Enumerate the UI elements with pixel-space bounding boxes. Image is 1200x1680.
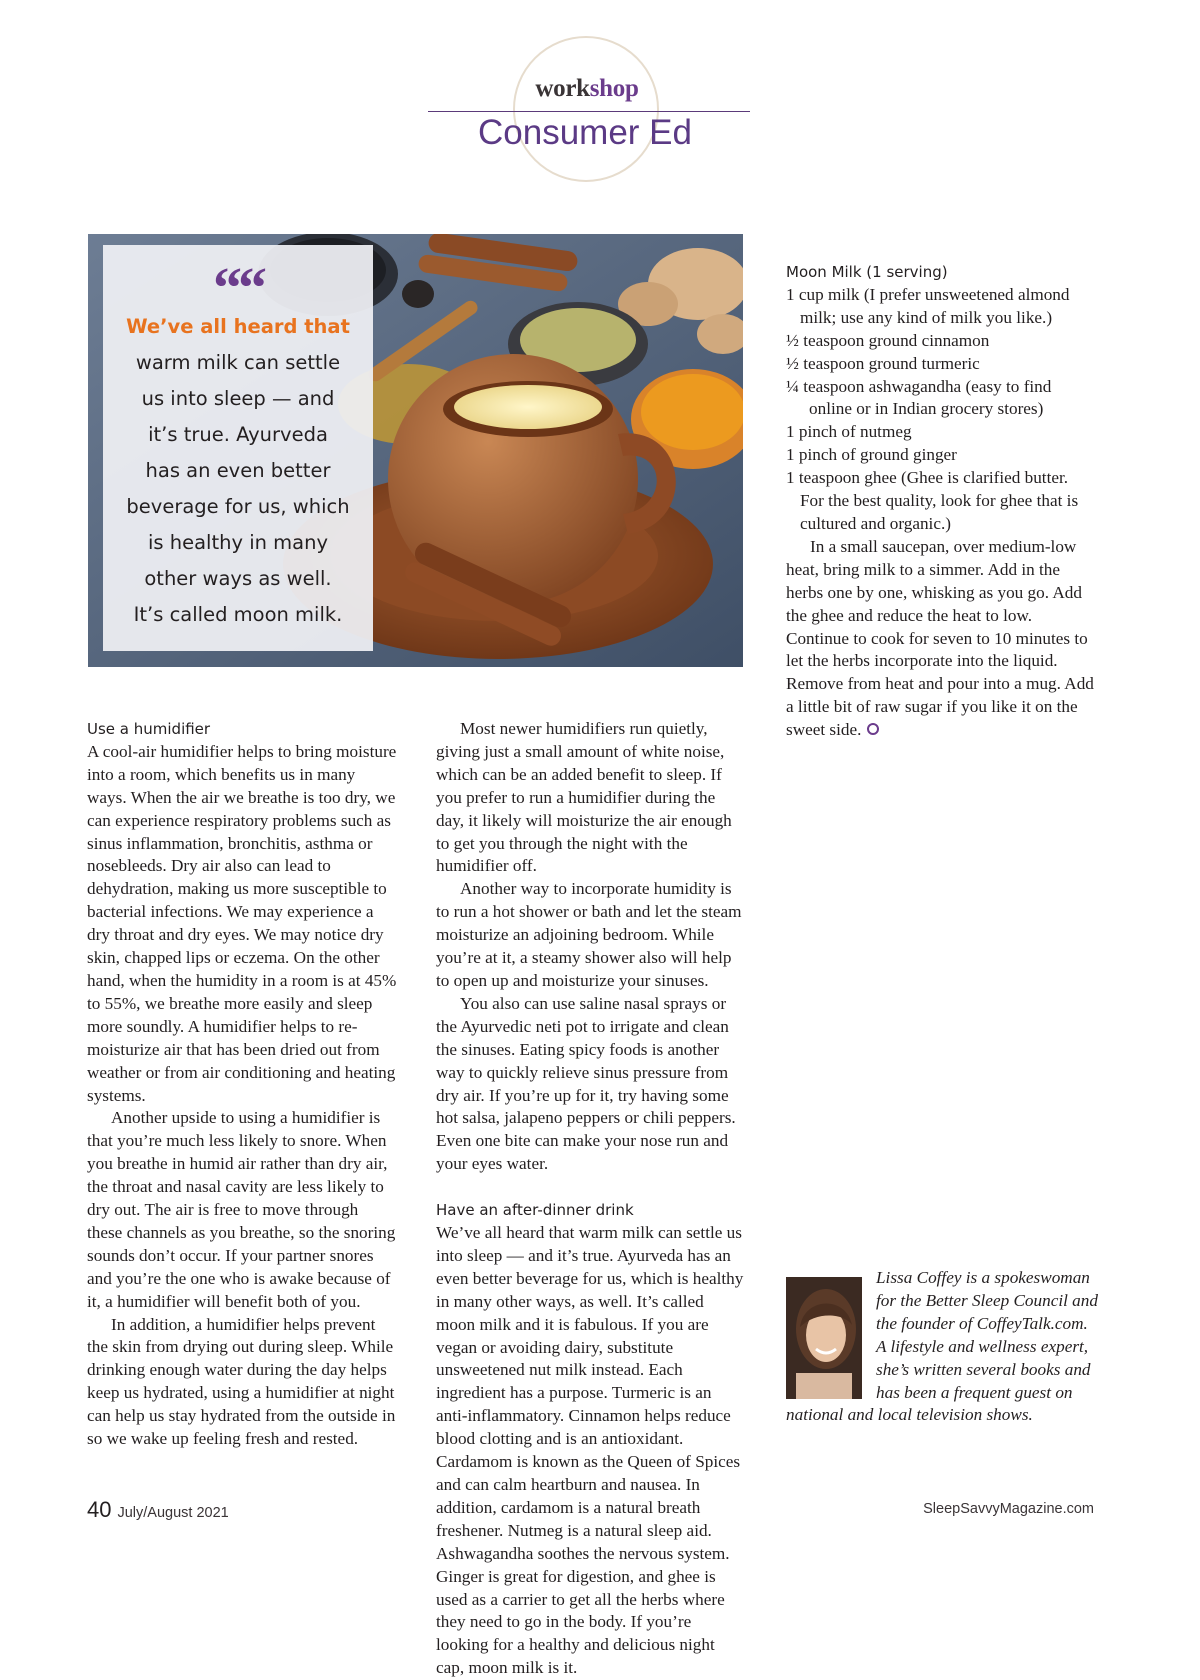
pull-quote-line: other ways as well.: [144, 567, 332, 590]
body-paragraph: You also can use saline nasal sprays or the Ayurvedic neti pot to irrigate and clean the sinuses. Eating spicy foods is another way to quickly relieve sinus pressure from dry air. If you’re up for it, try having some hot salsa, jalapeno peppers or chili peppers. Even one bite can make your nose run and your eyes water.: [436, 993, 736, 1174]
page-number: 40: [87, 1497, 112, 1522]
header-rule: [428, 111, 750, 112]
pull-quote-line: it’s true. Ayurveda: [148, 423, 328, 446]
end-of-article-icon: [867, 723, 879, 735]
section-title: Consumer Ed: [478, 113, 692, 152]
magazine-website: SleepSavvyMagazine.com: [923, 1501, 1094, 1517]
recipe-ingredient: 1 pinch of ground ginger: [786, 445, 957, 465]
body-paragraph: Most newer humidifiers run quietly, giving just a small amount of white noise, which can be an added benefit to sleep. If you prefer to run a humidifier during the day, it likely will moisturize the air enough to get you through the night with the humidifier off.: [436, 719, 732, 876]
pull-quote-line: beverage for us, which: [126, 495, 350, 518]
issue-date: July/August 2021: [117, 1505, 229, 1521]
recipe-title: Moon Milk (1 serving): [786, 263, 948, 281]
pull-quote-line: It’s called moon milk.: [133, 603, 343, 626]
recipe-ingredient: 1 teaspoon ghee (Ghee is clarified butter. For the best quality, look for ghee that is cultured and organic.): [786, 468, 1079, 533]
subhead-humidifier: Use a humidifier: [87, 720, 211, 738]
pull-quote-line: warm milk can settle: [135, 351, 341, 374]
recipe-ingredient: ½ teaspoon ground cinnamon: [786, 330, 990, 350]
body-paragraph: Another upside to using a humidifier is that you’re much less likely to snore. When you breathe in humid air rather than dry air, the throat and nasal cavity are less likely to dry out. The air is free to move through these channels as you breathe, so the snoring sounds don’t occur. If your partner snores and you’re the one who is awake because of it, a humidifier will benefit both of you.: [87, 1108, 396, 1311]
body-paragraph: In addition, a humidifier helps prevent the skin from drying out during sleep. While drinking enough water during the day helps keep us hydrated, using a humidifier at night can help us stay hydrated from the outside in so we wake up feeling fresh and rested.: [87, 1314, 396, 1449]
pull-quote-lead: We’ve all heard that: [126, 315, 350, 338]
pull-quote: [103, 245, 373, 651]
body-paragraph: Another way to incorporate humidity is to run a hot shower or bath and let the steam moisturize an adjoining bedroom. While you’re at it, a steamy shower also will help to open up and moisturize your sinuses.: [436, 879, 742, 990]
pull-quote-line: us into sleep — and: [141, 387, 335, 410]
subhead-after-dinner-drink: Have an after-dinner drink: [436, 1201, 634, 1220]
department-label: workshop: [535, 75, 639, 102]
body-paragraph: We’ve all heard that warm milk can settle us into sleep — and it’s true. Ayurveda has an even better beverage for us, which is healthy in many other ways, as well. It’s called moon milk and it is fabulous. If you are vegan or avoiding dairy, substitute unsweetened nut milk instead. Each ingredient has a purpose. Turmeric is an anti-inflammatory. Cinnamon helps reduce blood clotting and is an antioxidant. Cardamom is known as the Queen of Spices and can calm heartburn and nausea. In addition, cardamom is a natural breath freshener. Nutmeg is a natural sleep aid. Ashwagandha soothes the nervous system. Ginger is great for digestion, and ghee is used as a carrier to get all the herbs where they need to go in the body. If you’re looking for a healthy and delicious night cap, moon milk is it.: [436, 1223, 744, 1678]
body-paragraph: A cool-air humidifier helps to bring moisture into a room, which benefits us in many ways. When the air we breathe is too dry, we can experience respiratory problems such as sinus inflammation, bronchitis, asthma or nosebleeds. Dry air also can lead to dehydration, making us more susceptible to bacterial infections. We may experience a dry throat and dry eyes. We may notice dry skin, chapped lips or eczema. On the other hand, when the humidity in a room is at 45% to 55%, we breathe more easily and sleep more soundly. A humidifier helps to re-moisturize air that has been dried out from weather or from air conditioning and heating systems.: [87, 741, 397, 1105]
article-column-3: [786, 238, 1096, 742]
recipe-ingredient: ½ teaspoon ground turmeric: [786, 353, 980, 373]
article-column-2: [436, 718, 746, 1680]
recipe-method: In a small saucepan, over medium-low heat, bring milk to a simmer. Add in the herbs one by one, whisking as you go. Add the ghee and reduce the heat to low. Continue to cook for seven to 10 minutes to let the herbs incorporate into the liquid. Remove from heat and pour into a mug. Add a little bit of raw sugar if you like it on the sweet side.: [786, 536, 1094, 740]
quote-mark-icon: ““: [213, 255, 263, 320]
folio: [87, 1497, 229, 1523]
pull-quote-line: is healthy in many: [147, 531, 329, 554]
recipe-ingredient: 1 pinch of nutmeg: [786, 422, 912, 442]
author-bio: Lissa Coffey is a spokeswoman for the Better Sleep Council and the founder of CoffeyTalk.com. A lifestyle and wellness expert, she’s written several books and has been a frequent guest on national and local television shows.: [786, 1268, 1098, 1425]
recipe-ingredient: 1 cup milk (I prefer unsweetened almond milk; use any kind of milk you like.): [786, 284, 1070, 327]
header-circle-ornament: [513, 36, 659, 182]
pull-quote-line: has an even better: [145, 459, 331, 482]
article-column-1: [87, 718, 397, 1451]
recipe-ingredient: ¼ teaspoon ashwagandha (easy to find online or in Indian grocery stores): [786, 376, 1052, 419]
